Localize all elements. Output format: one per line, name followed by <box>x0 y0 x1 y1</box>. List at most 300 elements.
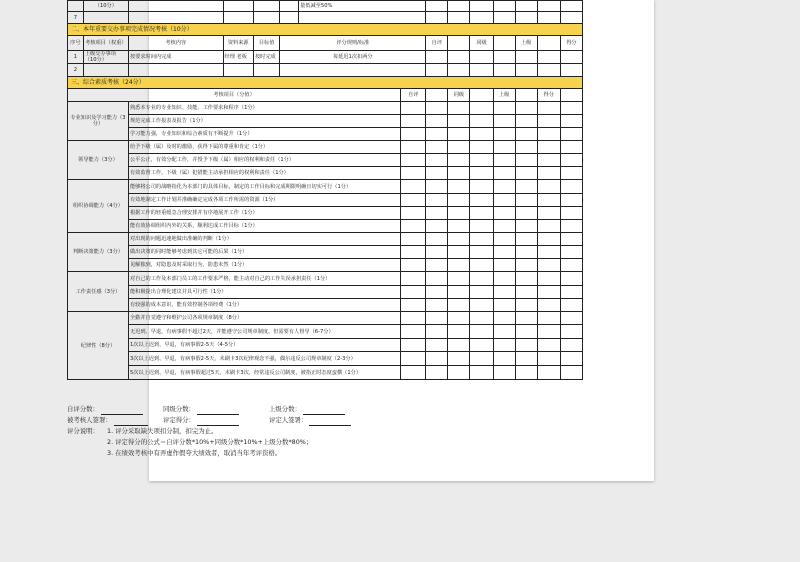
score-cell <box>515 352 537 366</box>
score-cell <box>493 180 515 194</box>
note-line: 1. 评分采取缺失项扣分制，扣完为止。 <box>107 427 218 435</box>
score-cell <box>448 51 470 64</box>
group-name-cell: 专业知识及学习能力（3分） <box>68 102 129 141</box>
score-cell <box>493 115 515 128</box>
header-peer: 同级 <box>448 89 470 102</box>
score-cell <box>448 64 470 77</box>
score-cell <box>470 352 493 366</box>
score-cell <box>448 154 470 167</box>
score-cell <box>537 259 560 272</box>
score-cell <box>560 366 582 380</box>
score-cell <box>470 246 493 259</box>
table-row <box>68 325 583 339</box>
criterion-cell: 有效地制定工作计划并准确确定完成各项工作所需的资源（1分） <box>128 194 400 207</box>
score-cell <box>426 286 448 299</box>
score-cell <box>470 102 493 115</box>
table-row <box>68 1 583 12</box>
group-name-cell: 判断决策能力（3分） <box>68 233 129 272</box>
score-cell <box>560 272 582 286</box>
header-blank <box>560 89 582 102</box>
score-cell <box>493 325 515 339</box>
score-cell <box>515 233 537 246</box>
score-cell <box>426 259 448 272</box>
score-cell <box>515 51 537 64</box>
score-cell <box>537 312 560 325</box>
criterion-cell: 3次以上迟到、早退，有病事假2-5天，未刷卡3次纪律观念不强，偶尔违反公司规章制度（2-3分） <box>128 352 400 366</box>
score-cell <box>537 207 560 220</box>
header-self: 自评 <box>426 36 448 51</box>
score-cell <box>537 167 560 180</box>
score-cell <box>470 128 493 141</box>
score-cell <box>493 102 515 115</box>
assessee-label: 被考核人签署： <box>67 416 112 424</box>
criterion-cell: 有较强的成本意识，能有效控制各项经费（1分） <box>128 299 400 312</box>
item-cell <box>83 64 128 77</box>
score-cell <box>493 1 515 12</box>
content-cell <box>128 64 223 77</box>
score-cell <box>426 220 448 233</box>
score-cell <box>493 286 515 299</box>
criterion-cell: 1次以上迟到、早退，有病事假2-5天（4-5分） <box>128 339 400 352</box>
score-cell <box>401 115 426 128</box>
score-cell <box>537 352 560 366</box>
table-row <box>68 312 583 325</box>
score-cell <box>470 115 493 128</box>
score-cell <box>448 194 470 207</box>
column-header-row <box>68 89 583 102</box>
score-cell <box>426 352 448 366</box>
score-cell <box>401 207 426 220</box>
rule-cell: 量低减至50% <box>299 1 426 12</box>
score-cell <box>515 115 537 128</box>
score-cell <box>560 246 582 259</box>
score-cell <box>493 312 515 325</box>
group-name-cell: 纪律性（8分） <box>68 312 129 380</box>
score-cell <box>560 233 582 246</box>
score-cell <box>537 180 560 194</box>
table-cell <box>253 1 279 12</box>
score-cell <box>560 64 582 77</box>
score-cell <box>493 141 515 154</box>
score-cell <box>448 259 470 272</box>
table-row <box>68 167 583 180</box>
header-item: 考核项目（分值） <box>68 89 401 102</box>
table-row <box>68 207 583 220</box>
score-cell <box>493 272 515 286</box>
score-cell <box>560 167 582 180</box>
score-cell <box>448 339 470 352</box>
score-cell <box>560 286 582 299</box>
score-cell <box>515 312 537 325</box>
score-cell <box>515 286 537 299</box>
superior-score-label: 上级分数： <box>269 405 301 413</box>
score-cell <box>537 154 560 167</box>
section-header <box>68 77 583 89</box>
score-cell <box>448 325 470 339</box>
score-cell <box>426 272 448 286</box>
score-cell <box>537 299 560 312</box>
notes-label: 评分说明： <box>67 427 99 435</box>
score-cell <box>426 51 448 64</box>
score-cell <box>537 366 560 380</box>
score-cell <box>401 194 426 207</box>
header-source: 资料来源 <box>223 36 253 51</box>
table-cell <box>280 1 299 12</box>
score-cell <box>470 272 493 286</box>
table-row <box>68 51 583 64</box>
table-cell <box>299 12 426 24</box>
assessor-label: 评定人签署： <box>269 416 308 424</box>
criterion-cell: 对自己的工作及本部门员工的工作要求严格，能主动对自己的工作失误承担责任（1分） <box>128 272 400 286</box>
score-cell <box>401 180 426 194</box>
score-cell <box>537 325 560 339</box>
score-cell <box>560 259 582 272</box>
score-cell <box>560 299 582 312</box>
note-line: 2. 评定得分的公式＝自评分数*10%+同级分数*10%+上级分数*80%； <box>107 438 313 446</box>
score-cell <box>470 167 493 180</box>
table-cell <box>128 1 223 12</box>
column-header-row <box>68 36 583 51</box>
score-cell <box>470 366 493 380</box>
score-cell <box>560 51 582 64</box>
score-cell <box>537 51 560 64</box>
score-cell <box>401 220 426 233</box>
score-cell <box>515 246 537 259</box>
score-cell <box>448 299 470 312</box>
header-score: 得分 <box>560 36 582 51</box>
score-cell <box>448 12 470 24</box>
source-cell: 经理 老板 <box>223 51 253 64</box>
score-cell <box>426 339 448 352</box>
table-row <box>68 194 583 207</box>
score-cell <box>560 102 582 115</box>
score-cell <box>493 259 515 272</box>
score-cell <box>470 154 493 167</box>
score-cell <box>448 141 470 154</box>
criterion-cell: 学习能力强，专业知识和综合素质有不断提升（1分） <box>128 128 400 141</box>
score-cell <box>448 246 470 259</box>
note-line-row <box>67 437 397 448</box>
score-cell <box>426 233 448 246</box>
score-cell <box>537 141 560 154</box>
criterion-cell: 有效监督工作，下级（属）犯错能主动承担相应的权利和责任（1分） <box>128 167 400 180</box>
score-cell <box>537 64 560 77</box>
score-cell <box>493 299 515 312</box>
score-cell <box>448 220 470 233</box>
criterion-cell: 规范完成工作报表及报告（1分） <box>128 115 400 128</box>
score-cell <box>426 102 448 115</box>
header-item: 考核项目（权重） <box>83 36 128 51</box>
score-cell <box>426 194 448 207</box>
score-cell <box>448 102 470 115</box>
score-cell <box>515 1 537 12</box>
header-score: 得分 <box>537 89 560 102</box>
score-cell <box>448 352 470 366</box>
criterion-cell: 全勤并自觉遵守和维护公司各项规章制度（8分） <box>128 312 400 325</box>
source-cell <box>223 64 253 77</box>
score-cell <box>448 272 470 286</box>
table-row <box>68 102 583 115</box>
score-cell <box>537 102 560 115</box>
score-cell <box>515 194 537 207</box>
score-cell <box>493 339 515 352</box>
table-cell <box>223 1 253 12</box>
table-row <box>68 259 583 272</box>
score-cell <box>470 141 493 154</box>
score-cell <box>515 272 537 286</box>
score-cell <box>448 366 470 380</box>
score-cell <box>401 167 426 180</box>
score-cell <box>426 299 448 312</box>
assessor-signature-field[interactable] <box>309 418 351 426</box>
criterion-cell: 公平公正，有效分配工作，并授予下级（属）相应的权利和责任（1分） <box>128 154 400 167</box>
assessment-form <box>67 0 583 457</box>
criterion-cell: 无迟到、早退，有病事假不超过2天，并能遵守公司规章制度，但需要有人督导（6-7分） <box>128 325 400 339</box>
header-rule: 评分规则/标准 <box>280 36 426 51</box>
final-score-field[interactable] <box>197 418 239 426</box>
table-row <box>68 339 583 352</box>
score-cell <box>560 339 582 352</box>
score-cell <box>560 1 582 12</box>
score-cell <box>401 366 426 380</box>
score-cell <box>426 12 448 24</box>
score-cell <box>515 102 537 115</box>
header-blank <box>537 36 560 51</box>
score-cell <box>401 286 426 299</box>
header-content: 考核内容 <box>128 36 223 51</box>
score-cell <box>401 339 426 352</box>
score-cell <box>401 233 426 246</box>
table-row <box>68 286 583 299</box>
score-cell <box>426 141 448 154</box>
target-cell: 按时完成 <box>253 51 279 64</box>
table-row <box>68 220 583 233</box>
header-no: 序号 <box>68 36 84 51</box>
score-cell <box>537 272 560 286</box>
signature-row <box>67 415 397 426</box>
section-header <box>68 24 583 36</box>
score-cell <box>515 180 537 194</box>
table-row <box>68 154 583 167</box>
score-cell <box>560 128 582 141</box>
section3-title: 三、综合素质考核（24分） <box>68 77 583 89</box>
peer-score-label: 同级分数： <box>163 405 195 413</box>
group-name-cell: 组织协调能力（4分） <box>68 180 129 233</box>
score-cell <box>560 207 582 220</box>
score-cell <box>426 312 448 325</box>
score-cell <box>537 339 560 352</box>
criterion-cell: 根据工作的轻重缓急合理安排并有序地展开工作（1分） <box>128 207 400 220</box>
score-cell <box>401 141 426 154</box>
score-cell <box>426 325 448 339</box>
score-cell <box>493 194 515 207</box>
score-cell <box>426 64 448 77</box>
score-cell <box>401 154 426 167</box>
score-cell <box>560 180 582 194</box>
score-row <box>67 404 397 415</box>
score-cell <box>401 246 426 259</box>
score-cell <box>537 246 560 259</box>
table-row <box>68 299 583 312</box>
score-cell <box>493 167 515 180</box>
target-cell <box>253 64 279 77</box>
score-cell <box>426 207 448 220</box>
score-cell <box>470 194 493 207</box>
score-cell <box>515 299 537 312</box>
criterion-cell: 给予下级（属）及时的激励，获得下属的尊重和肯定（1分） <box>128 141 400 154</box>
header-blank <box>470 89 493 102</box>
score-cell <box>560 220 582 233</box>
score-cell <box>493 207 515 220</box>
criterion-cell: 做出决策的同时能够考虑到其它可能的后果（1分） <box>128 246 400 259</box>
criterion-cell: 能积极提出合理化建议并具可行性（1分） <box>128 286 400 299</box>
group-name-cell: 领导能力（3分） <box>68 141 129 180</box>
score-cell <box>470 51 493 64</box>
score-cell <box>470 233 493 246</box>
score-cell <box>401 128 426 141</box>
score-cell <box>401 352 426 366</box>
score-cell <box>448 286 470 299</box>
score-cell <box>537 1 560 12</box>
item-cell <box>83 12 128 24</box>
score-cell <box>515 12 537 24</box>
note-line-row <box>67 448 397 459</box>
header-blank <box>515 89 537 102</box>
score-cell <box>493 233 515 246</box>
table-row <box>68 180 583 194</box>
assessee-signature-field[interactable] <box>114 418 148 426</box>
score-cell <box>401 102 426 115</box>
score-cell <box>515 154 537 167</box>
score-cell <box>493 220 515 233</box>
score-cell <box>493 64 515 77</box>
section2-title: 二、本年重要交办事项完成情况考核（10分） <box>68 24 583 36</box>
score-cell <box>401 259 426 272</box>
score-cell <box>537 115 560 128</box>
score-cell <box>470 299 493 312</box>
score-cell <box>470 286 493 299</box>
score-cell <box>515 339 537 352</box>
superior-score-field[interactable] <box>303 407 345 415</box>
score-cell <box>537 128 560 141</box>
score-cell <box>448 312 470 325</box>
table-row <box>68 352 583 366</box>
score-cell <box>560 312 582 325</box>
no-cell: 7 <box>68 12 84 24</box>
header-superior: 上级 <box>515 36 537 51</box>
score-cell <box>470 220 493 233</box>
score-cell <box>426 180 448 194</box>
self-score-label: 自评分数： <box>67 405 99 413</box>
score-cell <box>515 220 537 233</box>
no-cell: 1 <box>68 51 84 64</box>
score-cell <box>560 352 582 366</box>
score-cell <box>470 312 493 325</box>
score-cell <box>515 325 537 339</box>
criterion-cell: 对出现的问题迅速地做出准确的判断（1分） <box>128 233 400 246</box>
score-cell <box>470 180 493 194</box>
score-cell <box>426 128 448 141</box>
no-cell: 2 <box>68 64 84 77</box>
criterion-cell: 熟悉本专业的专业知识、技能、工作要求和程序（1分） <box>128 102 400 115</box>
assessment-table <box>67 0 583 380</box>
final-score-label: 评定得分： <box>163 416 195 424</box>
score-cell <box>448 180 470 194</box>
peer-score-field[interactable] <box>197 407 239 415</box>
score-cell <box>515 167 537 180</box>
score-cell <box>448 167 470 180</box>
table-row <box>68 366 583 380</box>
no-cell <box>68 1 84 12</box>
score-cell <box>515 207 537 220</box>
score-cell <box>493 12 515 24</box>
table-row <box>68 115 583 128</box>
table-row <box>68 246 583 259</box>
score-cell <box>470 207 493 220</box>
self-score-field[interactable] <box>101 407 143 415</box>
header-blank <box>493 36 515 51</box>
header-blank <box>448 36 470 51</box>
score-cell <box>448 128 470 141</box>
score-cell <box>470 325 493 339</box>
score-cell <box>560 115 582 128</box>
table-cell <box>223 12 253 24</box>
score-cell <box>493 128 515 141</box>
criterion-cell: 能有效协调组织内外的关系，顺利达成工作目标（1分） <box>128 220 400 233</box>
header-blank <box>426 89 448 102</box>
score-cell <box>560 325 582 339</box>
score-cell <box>515 128 537 141</box>
score-cell <box>426 366 448 380</box>
criterion-cell: 见解独到，对隐患及时采取行为，防患未然（1分） <box>128 259 400 272</box>
table-row <box>68 272 583 286</box>
score-cell <box>560 154 582 167</box>
score-cell <box>401 325 426 339</box>
score-cell <box>493 352 515 366</box>
score-cell <box>515 366 537 380</box>
content-cell: 按要求时间内完成 <box>128 51 223 64</box>
score-cell <box>470 259 493 272</box>
table-cell <box>280 12 299 24</box>
form-footer <box>67 404 397 459</box>
group-name-cell: 工作责任感（3分） <box>68 272 129 312</box>
table-row <box>68 141 583 154</box>
score-cell <box>560 12 582 24</box>
score-cell <box>426 246 448 259</box>
score-cell <box>493 154 515 167</box>
score-cell <box>515 259 537 272</box>
score-cell <box>448 233 470 246</box>
table-row <box>68 12 583 24</box>
score-cell <box>470 12 493 24</box>
score-cell <box>448 1 470 12</box>
table-row <box>68 128 583 141</box>
score-cell <box>401 299 426 312</box>
score-cell <box>515 141 537 154</box>
score-cell <box>537 220 560 233</box>
criterion-cell: 5次以上迟到、早退，有病事假超过5天，未刷卡3次，经常违反公司制度，被指正时态度蛮横（1分） <box>128 366 400 380</box>
item-cell: 上级交办事项（10分） <box>83 51 128 64</box>
score-cell <box>537 194 560 207</box>
header-peer: 同级 <box>470 36 493 51</box>
score-cell <box>493 246 515 259</box>
criterion-cell: 能够将公司的战略指化为本部门的具体目标，制定的工作目标和完成期限明确且切实可行（1分） <box>128 180 400 194</box>
score-cell <box>448 207 470 220</box>
score-cell <box>470 1 493 12</box>
score-cell <box>560 141 582 154</box>
score-cell <box>560 194 582 207</box>
score-cell <box>401 312 426 325</box>
